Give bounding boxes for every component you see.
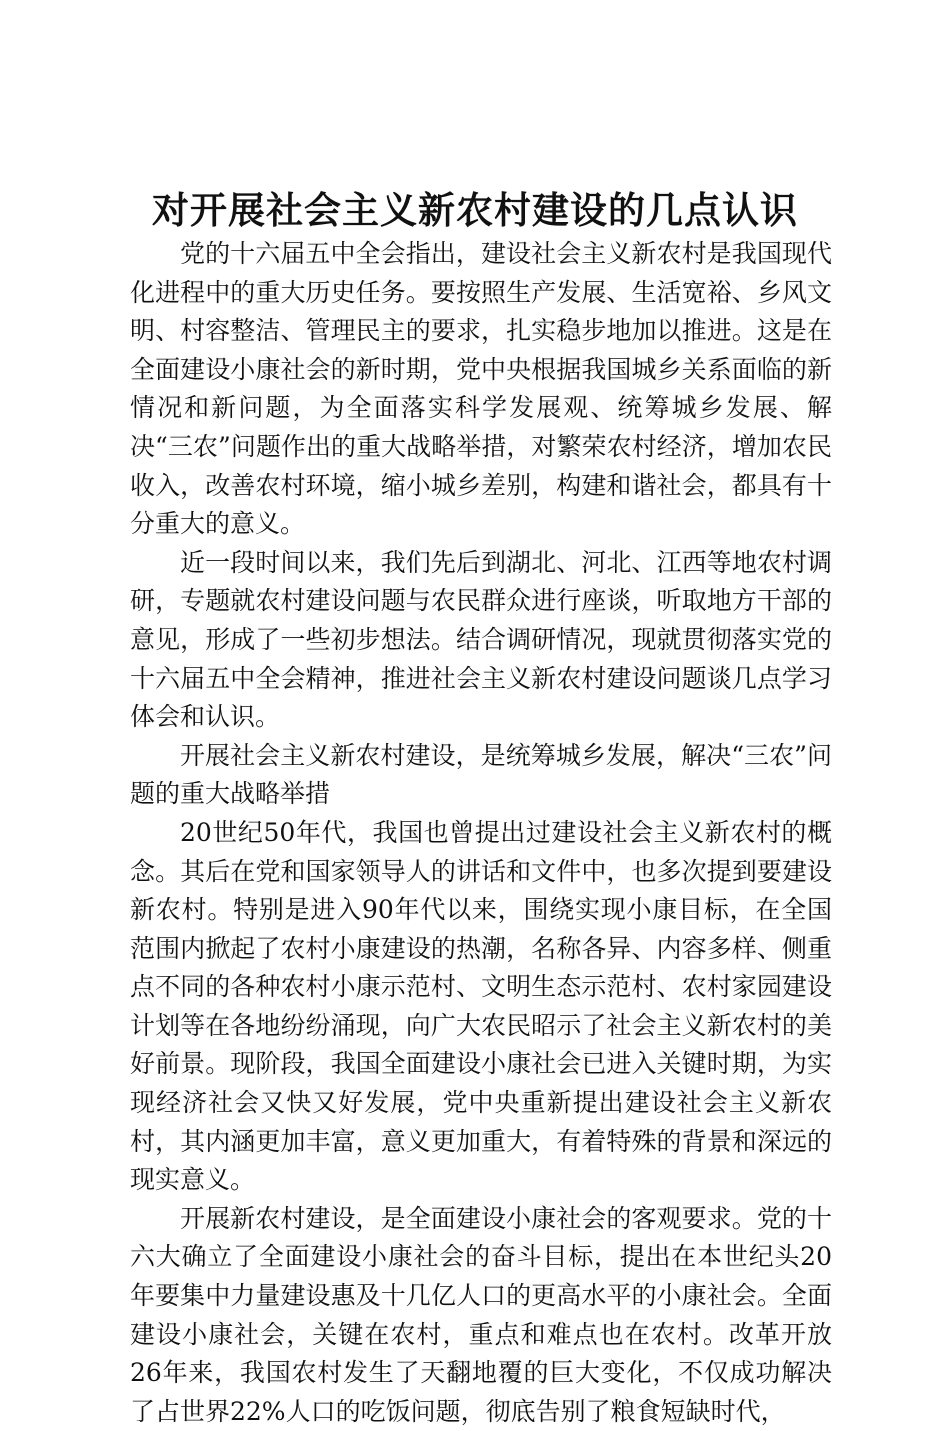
section-heading: 开展社会主义新农村建设，是统筹城乡发展，解决“三农”问题的重大战略举措 [130,740,832,809]
document-body [130,235,832,1431]
paragraph-research: 近一段时间以来，我们先后到湖北、河北、江西等地农村调研，专题就农村建设问题与农民群众进行座谈，听取地方干部的意见，形成了一些初步想法。结合调研情况，现就贯彻落实党的十六届五中全会精神，推进社会主义新农村建设问题谈几点学习体会和认识。 [130,547,832,732]
document-title: 对开展社会主义新农村建设的几点认识 [152,188,798,232]
paragraph-xiaokang: 开展新农村建设，是全面建设小康社会的客观要求。党的十六大确立了全面建设小康社会的奋斗目标，提出在本世纪头20年要集中力量建设惠及十几亿人口的更高水平的小康社会。全面建设小康社会，关键在农村，重点和难点也在农村。改革开放26年来，我国农村发生了天翻地覆的巨大变化，不仅成功解决了占世界22%人口的吃饭问题，彻底告别了粮食短缺时代， [130,1203,832,1426]
paragraph-intro: 党的十六届五中全会指出，建设社会主义新农村是我国现代化进程中的重大历史任务。要按照生产发展、生活宽裕、乡风文明、村容整洁、管理民主的要求，扎实稳步地加以推进。这是在全面建设小康社会的新时期，党中央根据我国城乡关系面临的新情况和新问题，为全面落实科学发展观、统筹城乡发展、解决“三农”问题作出的重大战略举措，对繁荣农村经济，增加农民收入，改善农村环境，缩小城乡差别，构建和谐社会，都具有十分重大的意义。 [130,239,832,539]
paragraph-history: 20世纪50年代，我国也曾提出过建设社会主义新农村的概念。其后在党和国家领导人的讲话和文件中，也多次提到要建设新农村。特别是进入90年代以来，围绕实现小康目标，在全国范围内掀起了农村小康建设的热潮，名称各异、内容多样、侧重点不同的各种农村小康示范村、文明生态示范村、农村家园建设计划等在各地纷纷涌现，向广大农民昭示了社会主义新农村的美好前景。现阶段，我国全面建设小康社会已进入关键时期，为实现经济社会又快又好发展，党中央重新提出建设社会主义新农村，其内涵更加丰富，意义更加重大，有着特殊的背景和深远的现实意义。 [130,817,832,1195]
